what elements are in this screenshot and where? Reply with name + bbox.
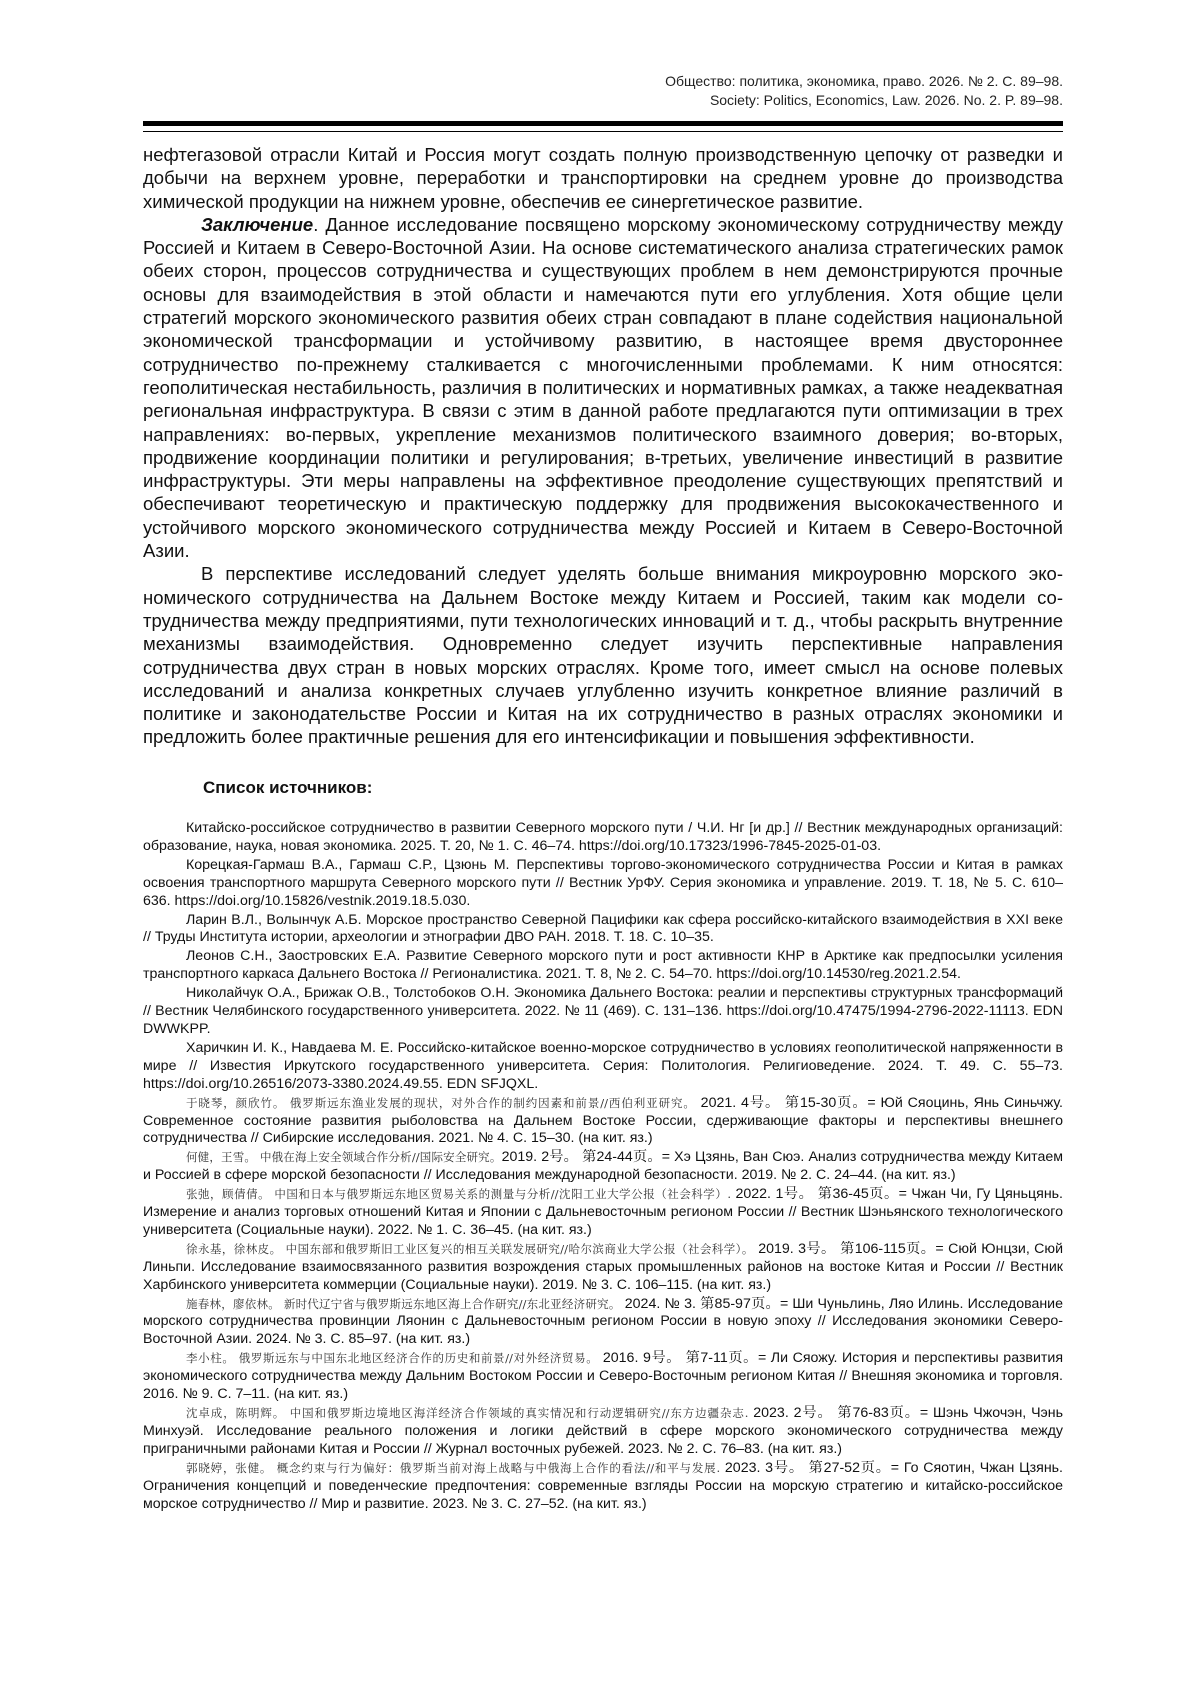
reference-item (143, 820, 1063, 856)
references-heading: Список источников: (203, 778, 373, 797)
reference-original: 于晓琴，颜欣竹。 俄罗斯远东渔业发展的现状，对外合作的制约因素和前景//西伯利亚研究。 (186, 1095, 696, 1110)
reference-item (143, 1095, 1063, 1149)
header-rule-thick (143, 121, 1063, 126)
header-en-citation: Society: Politics, Economics, Law. 2026. No. 2. P. 89–98. (709, 92, 1063, 108)
reference-item (143, 912, 1063, 948)
paragraph-conclusion (143, 213, 1063, 562)
reference-original: 李小柱。 俄罗斯远东与中国东北地区经济合作的历史和前景//对外经济贸易。 (186, 1351, 599, 1366)
header-ru-citation: Общество: политика, экономика, право. 2026. № 2. С. 89–98. (665, 73, 1063, 89)
reference-item (143, 1296, 1063, 1350)
reference-item (143, 1186, 1063, 1240)
header-rule-thin (143, 131, 1063, 132)
reference-original: 徐永基，徐林皮。 中国东部和俄罗斯旧工业区复兴的相互关联发展研究//哈尔滨商业大学公报（社会科学）。 (186, 1241, 754, 1256)
reference-text: 2023. 2号。 第76-83页。= Шэнь Чжочэн, Чэнь Минхуэй. Исследование реального положения и логики действий в сфере морского экономического сотрудничества между приграничными районами Китая и России // Журнал восточных рубежей. 2023. № 2. С. 76–83. (на кит. яз.) (143, 1405, 1063, 1457)
reference-text: 2022. 1号。 第36-45页。= Чжан Чи, Гу Цяньцянь. Измерение и анализ торговых отношений Китая и Японии с Дальневосточным регионом России // Вестник Шэньянского технологического университета (Социальные науки). 2022. № 1. С. 36–45. (на кит. яз.) (143, 1186, 1064, 1238)
reference-item (143, 1460, 1063, 1514)
references-list (143, 820, 1063, 1514)
reference-text: 2019. 3号。 第106-115页。= Сюй Юнцзи, Сюй Линьпи. Исследование взаимосвязанного развития возрождения старых промышленных районов на востоке Китая и России // Вестник Харбинского университета коммерции (Социальные науки). 2019. № 3. С. 106–115. (на кит. яз.) (143, 1240, 1063, 1293)
conclusion-text: . Данное исследование посвящено морскому экономическому сотрудничеству между Россией и Китаем в Северо-Восточной Азии. На основе систематического анализа стратегических рамок обеих сторон, процессов сотрудничества и существующих проблем в нем демонстрируются прочные основы для взаимодействия в этой области и намечаются пути его углубления. Хотя общие цели стратегий морского экономического развития обеих стран совпадают в плане содействия национальной экономической трансформации и устойчивому развитию, в настоящее время двустороннее сотрудничество по-прежнему сталкивается с многочисленными проблемами. К ним относятся: геополитическая нестабильность, различия в политических и нормативных рамках, а также неадекватная региональная инфраструктура. В связи с этим в данной работе предлагаются пути оптимизации в трех направлениях: во-первых, укрепление механизмов политического взаимного доверия; во-вторых, продвижение координации политики и регулирования; в-третьих, увеличение инвестиций в развитие инфраструктуры. Эти меры направлены на эффективное преодоление существующих препятствий и обеспечивают теоретическую и практическую поддержку для продвижения высококачественного и устойчивого морского экономического сотрудничества между Россией и Китаем в Северо-Восточной Азии. (143, 213, 1063, 562)
reference-text: 2019. 2号。 第24-44页。= Хэ Цзянь, Ван Сюэ. Анализ сотрудничества между Китаем и Россией в сфере морской безопасности // Исследования международной безопасности. 2019. № 2. С. 24–44. (на кит. яз.) (143, 1149, 1063, 1184)
reference-item (143, 1405, 1063, 1459)
paragraph-perspective: В перспективе исследований следует уделять больше внимания микроуровню морского экономического сотрудничества на Дальнем Востоке между Китаем и Россией, таким как модели сотрудничества между предприятиями, пути технологических инноваций и т. д., чтобы раскрыть внутренние механизмы взаимодействия. Одновременно следует изучить перспективные направления сотрудничества двух стран в новых морских отраслях. Кроме того, имеет смысл на основе полевых исследований и анализа конкретных случаев углубленно изучить конкретное влияние различий в политике и законодательстве России и Китая на их сотрудничество в разных отраслях экономики и предложить более практичные решения для его интенсификации и повышения эффективности. (143, 563, 1063, 748)
reference-original: 郭晓婷，张健。 概念约束与行为偏好：俄罗斯当前对海上战略与中俄海上合作的看法//和平与发展. (186, 1460, 721, 1475)
reference-original: 何健，王雪。 中俄在海上安全领域合作分析//国际安全研究。 (186, 1150, 502, 1165)
reference-text: Харичкин И. К., Навдаева М. Е. Российско-китайское военно-морское сотрудничество в условиях геополитической напряженности в мире // Известия Иркутского государственного университета. Серия: Политология. Религиоведение. 2024. Т. 49. С. 55–73. https://doi.org/10.26516/2073-3380.2024.49.55. EDN SFJQXL. (143, 1039, 1063, 1092)
reference-item (143, 1149, 1063, 1185)
reference-text: Китайско-российское сотрудничество в развитии Северного морского пути / Ч.И. Нг [и др.] // Вестник международных организаций: образование, наука, новая экономика. 2025. Т. 20, № 1. С. 46–74. https://doi.org/10.17323/1996-7845-2025-01-03. (143, 820, 1063, 854)
reference-original: 张弛，顾倩倩。 中国和日本与俄罗斯远东地区贸易关系的测量与分析//沈阳工业大学公报（社会科学）. (186, 1187, 732, 1202)
reference-text: 2023. 3号。 第27-52页。= Го Сяотин, Чжан Цзянь. Ограничения концепций и поведенческие предпочтения: современные взгляды России на морскую стратегию и китайско-российское морское сотрудничество // Мир и развитие. 2023. № 3. С. 27–52. (на кит. яз.) (143, 1459, 1063, 1512)
reference-item (143, 1350, 1063, 1404)
paragraph-continuation: нефтегазовой отрасли Китай и Россия могут создать полную производственную цепочку от разведки и добычи на верхнем уровне, переработки и транспортировки на среднем уровне до производства химической продукции на нижнем уровне, обеспечив ее синергетическое развитие. (143, 144, 1063, 212)
reference-original: 施春林，廖依林。 新时代辽宁省与俄罗斯远东地区海上合作研究//东北亚经济研究。 (186, 1296, 621, 1311)
reference-item (143, 985, 1063, 1039)
reference-text: 2024. № 3. 第85-97页。= Ши Чуньлинь, Ляо Илинь. Исследование морского сотрудничества провинции Ляонин с Дальневосточным регионом России в новую эпоху // Исследования экономики Северо-Восточной Азии. 2024. № 3. С. 85–97. (на кит. яз.) (143, 1295, 1063, 1348)
reference-item (143, 1241, 1063, 1295)
main-text (143, 143, 1063, 749)
reference-text: Леонов С.Н., Заостровских Е.А. Развитие Северного морского пути и рост активности КНР в Арктике как предпосылки усиления транспортного каркаса Дальнего Востока // Регионалистика. 2021. Т. 8, № 2. С. 54–70. https://doi.org/10.14530/reg.2021.2.54. (143, 948, 1063, 983)
reference-item (143, 857, 1063, 911)
reference-text: Ларин В.Л., Волынчук А.Б. Морское пространство Северной Пацифики как сфера российско-китайского взаимодействия в XXI веке // Труды Института истории, археологии и этнографии ДВО РАН. 2018. Т. 18. С. 10–35. (143, 911, 1063, 946)
reference-item (143, 948, 1063, 984)
reference-text: 2021. 4号。 第15-30页。= Юй Сяоцинь, Янь Синьчжу. Современное состояние развития рыболовства на Дальнем Востоке России, сдерживающие факторы и перспективы внешнего сотрудничества // Сибирские исследования. 2021. № 4. С. 15–30. (на кит. яз.) (143, 1094, 1064, 1147)
reference-text: 2016. 9号。 第7-11页。= Ли Сяожу. История и перспективы развития экономического сотрудничества между Дальним Востоком России и Северо-Восточным регионом Китая // Внешняя экономика и торговля. 2016. № 9. С. 7–11. (на кит. яз.) (143, 1350, 1064, 1403)
reference-text: Николайчук О.А., Брижак О.В., Толстобоков О.Н. Экономика Дальнего Востока: реалии и перспективы структурных трансформаций // Вестник Челябинского государственного университета. 2022. № 11 (469). С. 131–136. https://doi.org/10.47475/1994-2796-2022-11113. EDN DWWKPP. (143, 985, 1063, 1037)
conclusion-heading: Заключение (201, 213, 314, 235)
reference-original: 沈卓成，陈明辉。 中国和俄罗斯边境地区海洋经济合作领域的真实情况和行动逻辑研究//东方边疆杂志. (186, 1406, 749, 1420)
running-header (665, 72, 1063, 110)
reference-text: Корецкая-Гармаш В.А., Гармаш С.Р., Цзюнь М. Перспективы торгово-экономического сотрудничества России и Китая в рамках освоения транспортного маршрута Северного морского пути // Вестник УрФУ. Серия экономика и управление. 2019. Т. 18, № 5. С. 610–636. https://doi.org/10.15826/vestnik.2019.18.5.030. (143, 856, 1063, 909)
reference-item (143, 1040, 1063, 1094)
